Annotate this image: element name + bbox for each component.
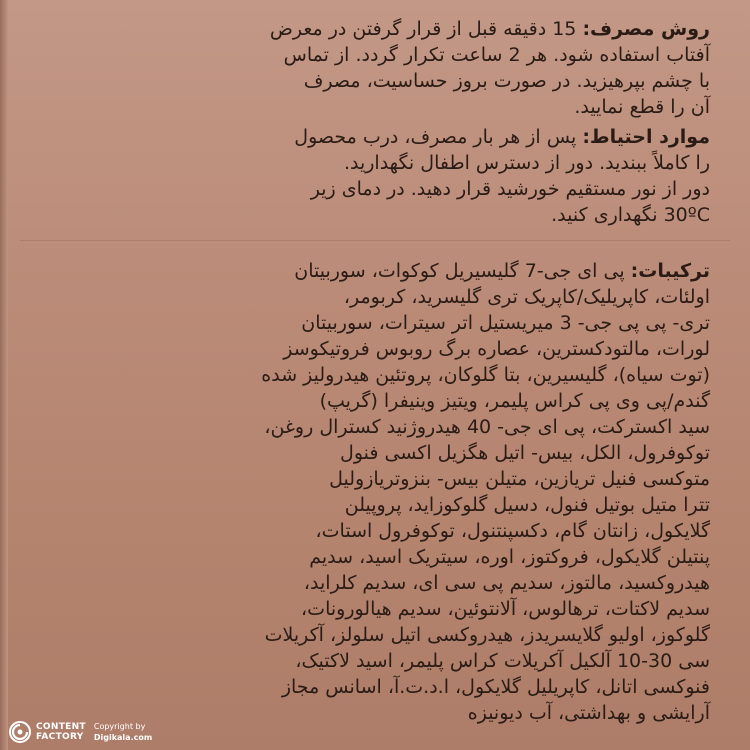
copyright-site: Digikala.com: [93, 733, 153, 742]
caution-heading: موارد احتیاط:: [582, 126, 710, 148]
section-divider: [20, 240, 730, 241]
box-edge: [0, 0, 8, 750]
ingredients-line: گلایکول، زانتان گام، دکسپنتنول، توکوفرول استات،: [315, 520, 710, 542]
ingredients-line: سی 30-10 آلکیل آکریلات کراس پلیمر، اسید لاکتیک،: [295, 650, 710, 672]
ingredients-line: آرایشی و بهداشتی، آب دیونیزه: [467, 702, 710, 724]
ingredients-heading: ترکیبات:: [630, 260, 710, 282]
ingredients-line: هیدروکسید، مالتوز، سدیم پی سی ای، سدیم کلراید،: [303, 572, 710, 594]
caution-line: دور از نور مستقیم خورشید قرار دهید. در دمای زیر: [310, 178, 710, 200]
watermark: [8, 720, 152, 744]
usage-section: [270, 16, 710, 120]
usage-line: آن را قطع نمایید.: [574, 96, 710, 118]
ingredients-line: پنتیلن گلایکول، فروکتوز، اوره، سیتریک اسید، سدیم: [309, 546, 710, 568]
ingredients-line-1: پی ای جی-7 گلیسیریل کوکوات، سوربیتان: [294, 260, 631, 282]
ingredients-first-line: [261, 258, 710, 284]
content-factory-logo: [8, 720, 86, 744]
caution-line: را کاملاً ببندید. دور از دسترس اطفال نگهدارید.: [343, 152, 710, 174]
usage-line: آفتاب استفاده شود. هر 2 ساعت تکرار گردد. از تماس: [283, 44, 710, 66]
usage-line: با چشم بپرهیزید. در صورت بروز حساسیت، مصرف: [303, 70, 710, 92]
usage-first-line: [270, 16, 710, 42]
ingredients-line: فنوکسی اتانل، کاپریلیل گلایکول، ا.د.ت.آ، اسانس مجاز: [281, 676, 710, 698]
caution-line-1: پس از هر بار مصرف، درب محصول: [294, 126, 583, 148]
ingredients-line: متوکسی فنیل تریازین، متیلن بیس- بنزوتریازولیل: [329, 468, 710, 490]
caution-first-line: [294, 124, 710, 150]
ingredients-line: تترا متیل بوتیل فنول، دسیل گلوکوزاید، پروپیلن: [344, 494, 710, 516]
content-factory-logo-icon: [8, 720, 32, 744]
usage-heading: روش مصرف:: [582, 18, 710, 40]
ingredients-line: گلوکوز، اولیو گلایسریدز، هیدروکسی اتیل سلولز، آکریلات: [264, 624, 710, 646]
ingredients-line: سدیم لاکتات، ترهالوس، آلانتوئین، سدیم هیالورونات،: [301, 598, 710, 620]
usage-line-1: 15 دقیقه قبل از قرار گرفتن در معرض: [269, 18, 583, 40]
ingredients-section: [261, 258, 710, 726]
ingredients-line: اولئات، کاپریلیک/کاپریک تری گلیسرید، کربومر،: [343, 286, 710, 308]
caution-line: 30ºC نگهداری کنید.: [551, 204, 710, 226]
ingredients-line: (توت سیاه)، گلیسیرین، بتا گلوکان، پروتئین هیدرولیز شده: [261, 364, 710, 386]
brand-top: CONTENT: [36, 722, 86, 732]
ingredients-line: تری- پی پی جی- 3 میریستیل اتر سیترات، سوربیتان: [301, 312, 710, 334]
ingredients-line: توکوفرول، الکل، بیس- اتیل هگزیل اکسی فنول: [340, 442, 710, 464]
copyright-label: Copyright by: [93, 722, 146, 731]
brand-bottom: FACTORY: [36, 732, 84, 742]
ingredients-line: لورات، مالتودکسترین، عصاره برگ روبوس فروتیکوسز: [283, 338, 710, 360]
caution-section: [294, 124, 710, 228]
ingredients-line: سید اکسترکت، پی ای جی- 40 هیدروژنید کسترال روغن،: [264, 416, 710, 438]
ingredients-line: گندم/پی وی پی کراس پلیمر، ویتیز وینیفرا (گریپ): [319, 390, 710, 412]
